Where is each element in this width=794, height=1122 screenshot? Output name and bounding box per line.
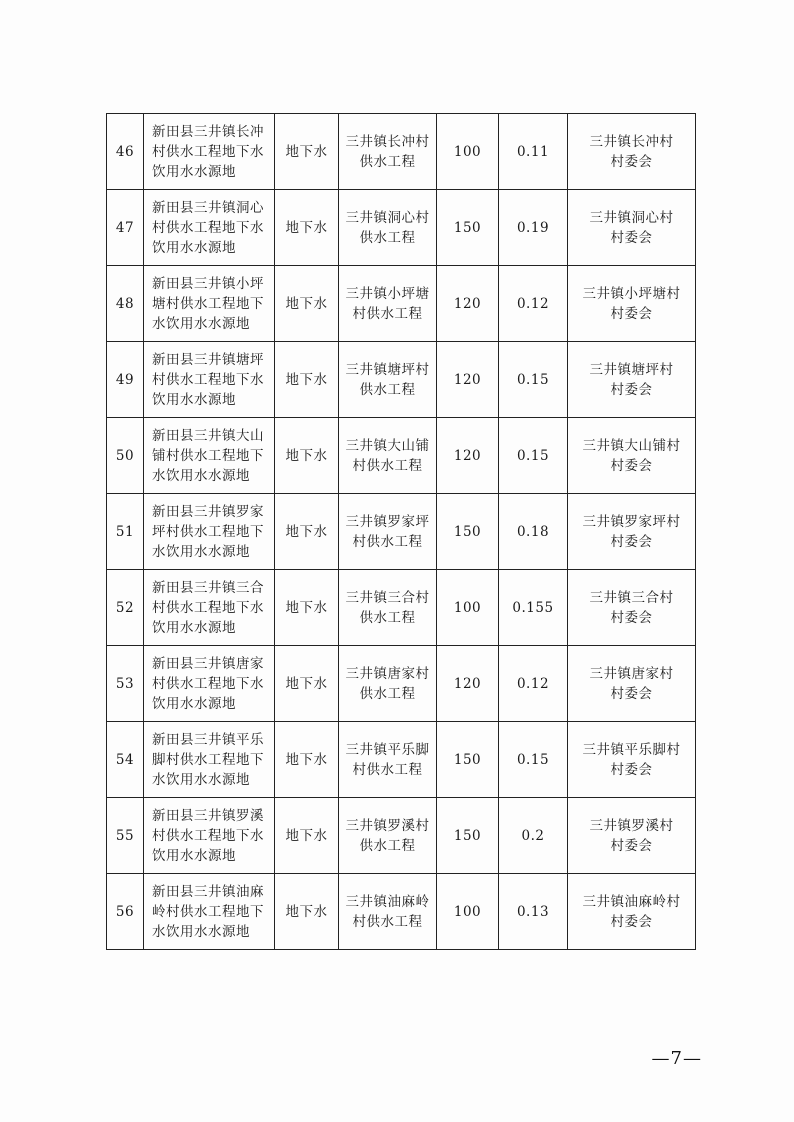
value-cell: 0.13 [499, 874, 568, 950]
management-unit-cell-line: 三井镇平乐脚村 [582, 741, 681, 758]
supply-project-cell-text [339, 436, 436, 476]
source-name-cell-text [152, 654, 270, 714]
management-unit-cell-line: 三井镇长冲村 [589, 133, 674, 150]
management-unit-cell-line: 三井镇塘坪村 [589, 361, 674, 378]
supply-project-cell-text [339, 740, 436, 780]
population-cell: 150 [437, 494, 499, 570]
management-unit-cell-line: 村委会 [610, 305, 653, 322]
source-name-cell-line: 饮用水水源地 [152, 239, 236, 256]
supply-project-cell-line: 村供水工程 [352, 761, 423, 778]
supply-project-cell [339, 722, 437, 798]
source-name-cell-text [152, 730, 270, 790]
supply-project-cell [339, 342, 437, 418]
water-type-cell: 地下水 [275, 266, 339, 342]
source-name-cell-line: 新田县三井镇洞心 [152, 199, 264, 216]
source-name-cell-text [152, 274, 270, 334]
water-type-cell: 地下水 [275, 418, 339, 494]
management-unit-cell-line: 村委会 [610, 685, 653, 702]
management-unit-cell [568, 190, 696, 266]
source-name-cell-line: 岭村供水工程地下 [152, 903, 264, 920]
management-unit-cell-line: 三井镇大山铺村 [582, 437, 681, 454]
supply-project-cell-line: 村供水工程 [352, 305, 423, 322]
supply-project-cell-text [339, 284, 436, 324]
source-name-cell-line: 铺村供水工程地下 [152, 447, 264, 464]
management-unit-cell-line: 村委会 [610, 457, 653, 474]
value-cell: 0.15 [499, 722, 568, 798]
source-name-cell [144, 342, 275, 418]
supply-project-cell-line: 三井镇唐家村 [345, 665, 430, 682]
source-name-cell-line: 新田县三井镇大山 [152, 427, 264, 444]
supply-project-cell [339, 266, 437, 342]
source-name-cell-line: 村供水工程地下水 [152, 219, 264, 236]
source-name-cell [144, 190, 275, 266]
source-name-cell [144, 266, 275, 342]
source-name-cell-line: 脚村供水工程地下 [152, 751, 264, 768]
management-unit-cell-line: 村委会 [610, 609, 653, 626]
value-cell: 0.18 [499, 494, 568, 570]
row-number-cell: 51 [107, 494, 144, 570]
value-cell: 0.155 [499, 570, 568, 646]
table-body [107, 114, 696, 950]
source-name-cell-line: 饮用水水源地 [152, 391, 236, 408]
table-row [107, 874, 696, 950]
management-unit-cell-line: 村委会 [610, 913, 653, 930]
supply-project-cell-line: 三井镇平乐脚 [345, 741, 430, 758]
management-unit-cell-line: 三井镇小坪塘村 [582, 285, 681, 302]
supply-project-cell-line: 供水工程 [359, 381, 416, 398]
supply-project-cell [339, 798, 437, 874]
source-name-cell-text [152, 502, 270, 562]
management-unit-cell-text [574, 208, 689, 248]
management-unit-cell [568, 342, 696, 418]
water-source-table [106, 113, 696, 950]
supply-project-cell-line: 供水工程 [359, 837, 416, 854]
row-number-cell: 46 [107, 114, 144, 190]
population-cell: 150 [437, 798, 499, 874]
source-name-cell-line: 新田县三井镇小坪 [152, 275, 264, 292]
management-unit-cell-text [574, 436, 689, 476]
source-name-cell-line: 饮用水水源地 [152, 163, 236, 180]
supply-project-cell [339, 646, 437, 722]
table-row [107, 266, 696, 342]
source-name-cell-line: 村供水工程地下水 [152, 827, 264, 844]
value-cell: 0.15 [499, 342, 568, 418]
management-unit-cell-line: 村委会 [610, 229, 653, 246]
supply-project-cell [339, 570, 437, 646]
management-unit-cell-text [574, 284, 689, 324]
supply-project-cell-line: 供水工程 [359, 229, 416, 246]
management-unit-cell [568, 722, 696, 798]
table-row [107, 418, 696, 494]
source-name-cell [144, 418, 275, 494]
supply-project-cell-line: 三井镇三合村 [345, 589, 430, 606]
source-name-cell-line: 新田县三井镇罗溪 [152, 807, 264, 824]
management-unit-cell-text [574, 588, 689, 628]
source-name-cell-line: 新田县三井镇塘坪 [152, 351, 264, 368]
management-unit-cell-text [574, 816, 689, 856]
management-unit-cell [568, 646, 696, 722]
supply-project-cell-line: 三井镇塘坪村 [345, 361, 430, 378]
supply-project-cell-line: 三井镇油麻岭 [345, 893, 430, 910]
water-type-cell: 地下水 [275, 570, 339, 646]
population-cell: 100 [437, 570, 499, 646]
water-type-cell: 地下水 [275, 494, 339, 570]
water-type-cell: 地下水 [275, 798, 339, 874]
management-unit-cell-line: 村委会 [610, 381, 653, 398]
supply-project-cell-line: 三井镇小坪塘 [345, 285, 430, 302]
page-number: —7— [651, 1048, 702, 1069]
management-unit-cell-line: 三井镇洞心村 [589, 209, 674, 226]
source-name-cell-line: 新田县三井镇三合 [152, 579, 264, 596]
management-unit-cell-line: 村委会 [610, 153, 653, 170]
source-name-cell-line: 村供水工程地下水 [152, 371, 264, 388]
supply-project-cell-line: 三井镇罗溪村 [345, 817, 430, 834]
source-name-cell-text [152, 806, 270, 866]
source-name-cell-text [152, 882, 270, 942]
source-name-cell-text [152, 350, 270, 410]
supply-project-cell [339, 114, 437, 190]
management-unit-cell [568, 494, 696, 570]
source-name-cell-line: 水饮用水水源地 [152, 771, 250, 788]
supply-project-cell-line: 供水工程 [359, 153, 416, 170]
row-number-cell: 55 [107, 798, 144, 874]
supply-project-cell-text [339, 208, 436, 248]
management-unit-cell-text [574, 360, 689, 400]
table-row [107, 190, 696, 266]
supply-project-cell-text [339, 588, 436, 628]
supply-project-cell-line: 三井镇大山铺 [345, 437, 430, 454]
population-cell: 150 [437, 190, 499, 266]
supply-project-cell-line: 三井镇洞心村 [345, 209, 430, 226]
management-unit-cell-text [574, 740, 689, 780]
source-name-cell [144, 114, 275, 190]
management-unit-cell [568, 570, 696, 646]
value-cell: 0.15 [499, 418, 568, 494]
source-name-cell-line: 新田县三井镇罗家 [152, 503, 264, 520]
management-unit-cell-line: 村委会 [610, 837, 653, 854]
row-number-cell: 47 [107, 190, 144, 266]
source-name-cell-line: 水饮用水水源地 [152, 923, 250, 940]
source-name-cell-line: 村供水工程地下水 [152, 599, 264, 616]
population-cell: 120 [437, 418, 499, 494]
table-row [107, 646, 696, 722]
management-unit-cell [568, 114, 696, 190]
source-name-cell-line: 饮用水水源地 [152, 847, 236, 864]
source-name-cell [144, 646, 275, 722]
source-name-cell [144, 570, 275, 646]
table-row [107, 494, 696, 570]
supply-project-cell-line: 供水工程 [359, 685, 416, 702]
table-row [107, 570, 696, 646]
population-cell: 120 [437, 342, 499, 418]
source-name-cell-text [152, 578, 270, 638]
value-cell: 0.11 [499, 114, 568, 190]
value-cell: 0.2 [499, 798, 568, 874]
supply-project-cell-line: 三井镇罗家坪 [345, 513, 430, 530]
supply-project-cell [339, 494, 437, 570]
management-unit-cell-line: 三井镇唐家村 [589, 665, 674, 682]
value-cell: 0.19 [499, 190, 568, 266]
table-row [107, 798, 696, 874]
supply-project-cell-text [339, 512, 436, 552]
source-name-cell [144, 874, 275, 950]
water-type-cell: 地下水 [275, 722, 339, 798]
source-name-cell-line: 新田县三井镇油麻 [152, 883, 264, 900]
water-type-cell: 地下水 [275, 646, 339, 722]
population-cell: 150 [437, 722, 499, 798]
management-unit-cell-line: 村委会 [610, 533, 653, 550]
source-name-cell-line: 新田县三井镇长冲 [152, 123, 264, 140]
row-number-cell: 52 [107, 570, 144, 646]
value-cell: 0.12 [499, 646, 568, 722]
table-row [107, 114, 696, 190]
source-name-cell-text [152, 426, 270, 486]
population-cell: 120 [437, 646, 499, 722]
management-unit-cell-line: 三井镇三合村 [589, 589, 674, 606]
supply-project-cell-line: 村供水工程 [352, 457, 423, 474]
row-number-cell: 50 [107, 418, 144, 494]
row-number-cell: 49 [107, 342, 144, 418]
population-cell: 100 [437, 114, 499, 190]
source-name-cell-line: 饮用水水源地 [152, 695, 236, 712]
water-type-cell: 地下水 [275, 342, 339, 418]
management-unit-cell [568, 798, 696, 874]
supply-project-cell-line: 供水工程 [359, 609, 416, 626]
supply-project-cell-text [339, 816, 436, 856]
table-row [107, 342, 696, 418]
management-unit-cell-line: 三井镇油麻岭村 [582, 893, 681, 910]
management-unit-cell-line: 三井镇罗家坪村 [582, 513, 681, 530]
water-type-cell: 地下水 [275, 190, 339, 266]
management-unit-cell-text [574, 132, 689, 172]
source-name-cell-line: 饮用水水源地 [152, 619, 236, 636]
supply-project-cell-text [339, 664, 436, 704]
population-cell: 100 [437, 874, 499, 950]
management-unit-cell-text [574, 664, 689, 704]
supply-project-cell-line: 三井镇长冲村 [345, 133, 430, 150]
management-unit-cell-text [574, 512, 689, 552]
supply-project-cell-line: 村供水工程 [352, 533, 423, 550]
source-name-cell-line: 村供水工程地下水 [152, 143, 264, 160]
source-name-cell-line: 水饮用水水源地 [152, 315, 250, 332]
source-name-cell-line: 水饮用水水源地 [152, 467, 250, 484]
management-unit-cell [568, 418, 696, 494]
row-number-cell: 53 [107, 646, 144, 722]
water-type-cell: 地下水 [275, 874, 339, 950]
source-name-cell [144, 798, 275, 874]
supply-project-cell [339, 418, 437, 494]
water-type-cell: 地下水 [275, 114, 339, 190]
table-row [107, 722, 696, 798]
supply-project-cell [339, 190, 437, 266]
management-unit-cell-line: 三井镇罗溪村 [589, 817, 674, 834]
source-name-cell-text [152, 122, 270, 182]
management-unit-cell [568, 266, 696, 342]
source-name-cell-line: 新田县三井镇唐家 [152, 655, 264, 672]
source-name-cell-line: 水饮用水水源地 [152, 543, 250, 560]
source-name-cell-text [152, 198, 270, 258]
supply-project-cell-text [339, 360, 436, 400]
source-name-cell-line: 新田县三井镇平乐 [152, 731, 264, 748]
source-name-cell-line: 村供水工程地下水 [152, 675, 264, 692]
population-cell: 120 [437, 266, 499, 342]
source-name-cell [144, 494, 275, 570]
source-name-cell [144, 722, 275, 798]
supply-project-cell-line: 村供水工程 [352, 913, 423, 930]
row-number-cell: 56 [107, 874, 144, 950]
source-name-cell-line: 坪村供水工程地下 [152, 523, 264, 540]
management-unit-cell-text [574, 892, 689, 932]
management-unit-cell [568, 874, 696, 950]
supply-project-cell-text [339, 132, 436, 172]
source-name-cell-line: 塘村供水工程地下 [152, 295, 264, 312]
value-cell: 0.12 [499, 266, 568, 342]
row-number-cell: 48 [107, 266, 144, 342]
management-unit-cell-line: 村委会 [610, 761, 653, 778]
supply-project-cell-text [339, 892, 436, 932]
row-number-cell: 54 [107, 722, 144, 798]
supply-project-cell [339, 874, 437, 950]
